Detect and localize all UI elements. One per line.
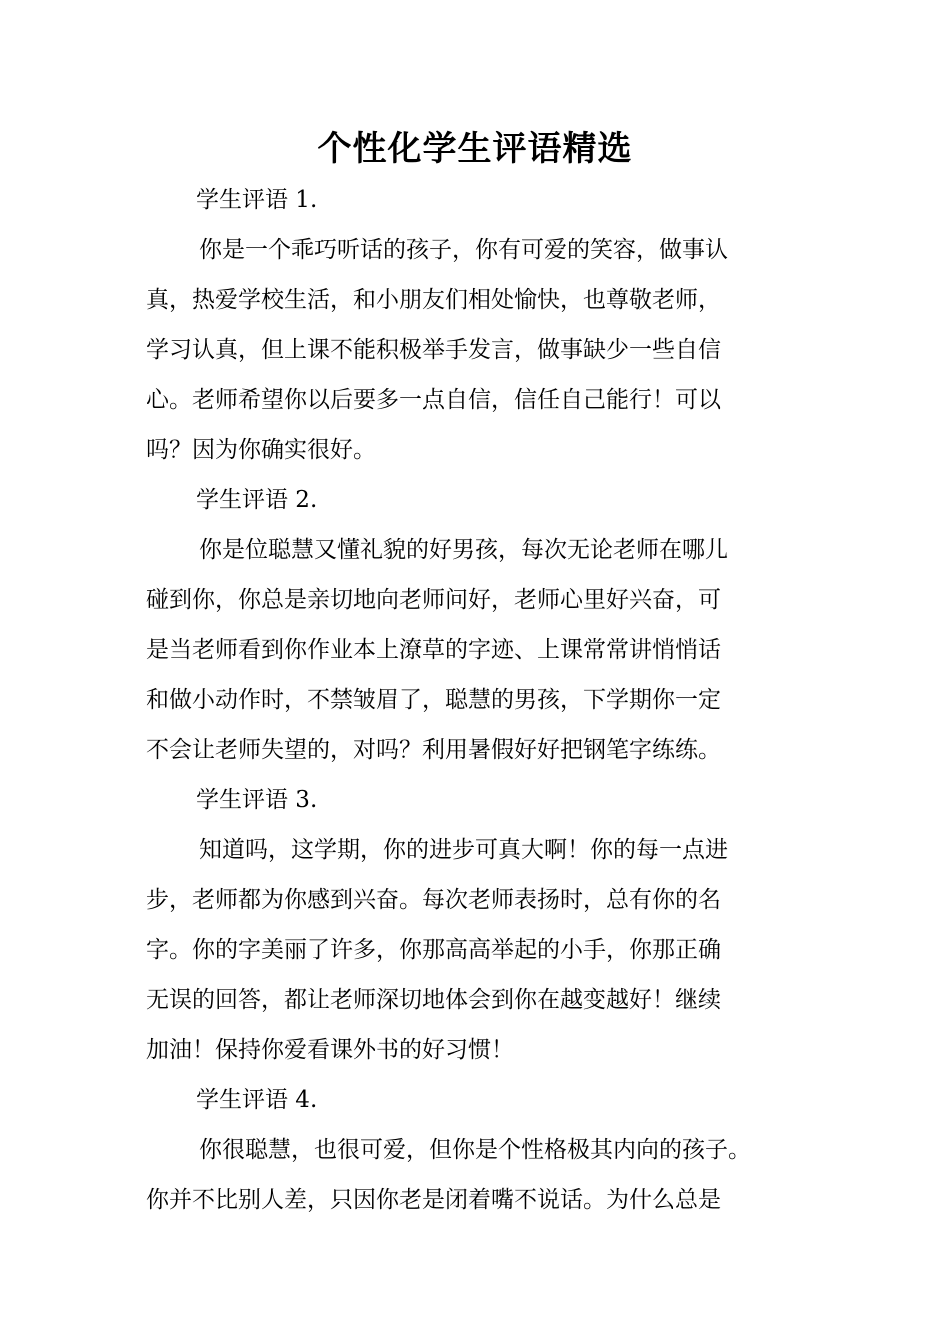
paragraph-line: 吗？因为你确实很好。 bbox=[146, 437, 376, 463]
paragraph-line: 无误的回答，都让老师深切地体会到你在越变越好！继续 bbox=[146, 987, 721, 1013]
document-title: 个性化学生评语精选 bbox=[317, 129, 633, 169]
heading-comment-1: 学生评语 1. bbox=[196, 187, 318, 213]
paragraph-line: 真，热爱学校生活，和小朋友们相处愉快，也尊敬老师， bbox=[146, 287, 721, 313]
paragraph-line: 字。你的字美丽了许多，你那高高举起的小手，你那正确 bbox=[146, 937, 721, 963]
paragraph-line: 你并不比别人差，只因你老是闭着嘴不说话。为什么总是 bbox=[146, 1187, 721, 1213]
paragraph-line: 学习认真，但上课不能积极举手发言，做事缺少一些自信 bbox=[146, 337, 721, 363]
paragraph-line: 加油！保持你爱看课外书的好习惯！ bbox=[146, 1037, 514, 1063]
paragraph-line: 是当老师看到你作业本上潦草的字迹、上课常常讲悄悄话 bbox=[146, 637, 721, 663]
paragraph-line: 你很聪慧，也很可爱，但你是个性格极其内向的孩子。 bbox=[199, 1137, 751, 1163]
paragraph-line: 碰到你，你总是亲切地向老师问好，老师心里好兴奋，可 bbox=[146, 587, 721, 613]
paragraph-line: 和做小动作时，不禁皱眉了，聪慧的男孩，下学期你一定 bbox=[146, 687, 721, 713]
heading-comment-4: 学生评语 4. bbox=[196, 1087, 318, 1113]
paragraph-line: 步，老师都为你感到兴奋。每次老师表扬时，总有你的名 bbox=[146, 887, 721, 913]
paragraph-line: 不会让老师失望的，对吗？利用暑假好好把钢笔字练练。 bbox=[146, 737, 721, 763]
paragraph-line: 知道吗，这学期，你的进步可真大啊！你的每一点进 bbox=[199, 837, 728, 863]
heading-comment-2: 学生评语 2. bbox=[196, 487, 318, 513]
paragraph-line: 你是位聪慧又懂礼貌的好男孩，每次无论老师在哪儿 bbox=[199, 537, 728, 563]
paragraph-line: 心。老师希望你以后要多一点自信，信任自己能行！可以 bbox=[146, 387, 721, 413]
heading-comment-3: 学生评语 3. bbox=[196, 787, 318, 813]
paragraph-line: 你是一个乖巧听话的孩子，你有可爱的笑容，做事认 bbox=[199, 237, 728, 263]
